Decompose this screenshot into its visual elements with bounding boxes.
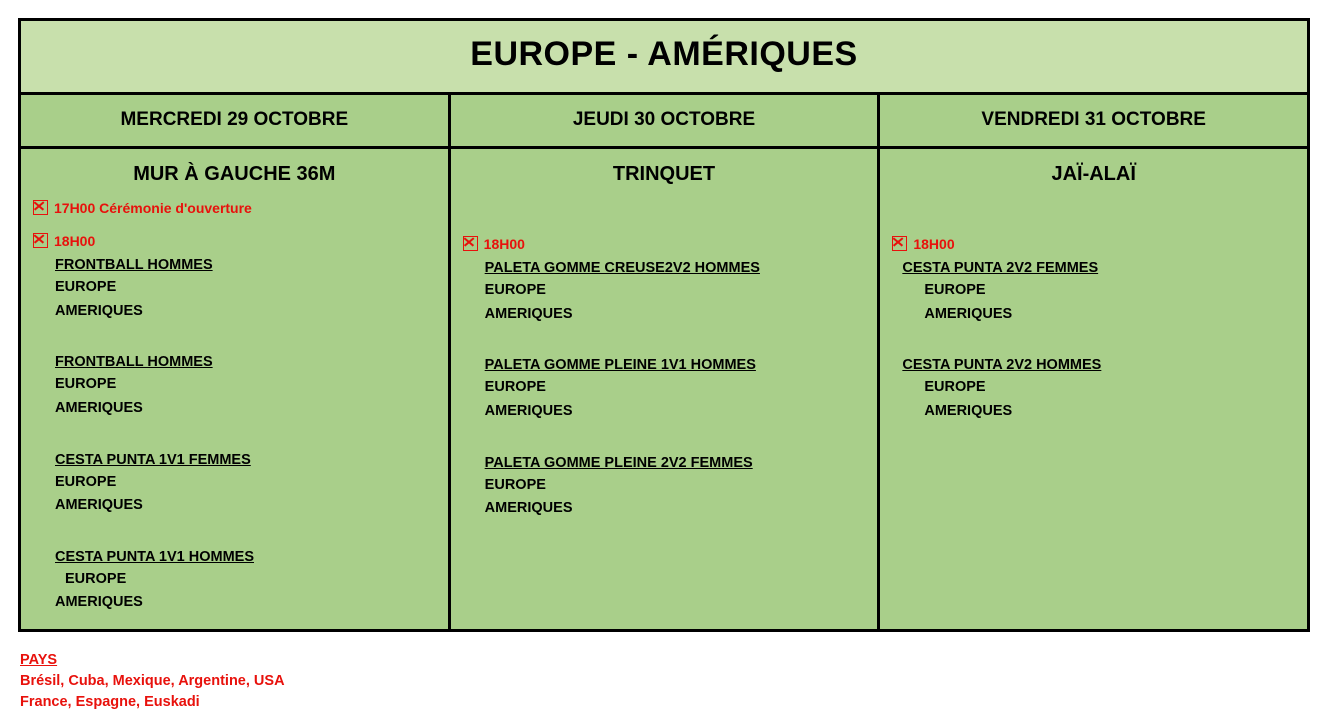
event-team: EUROPE [65,570,127,587]
day-column-wednesday [21,149,448,629]
opening-ceremony-text: 17H00 Cérémonie d'ouverture [54,199,252,216]
envelope-bullet-icon [463,236,478,251]
day-header-thursday: JEUDI 30 OCTOBRE [448,95,878,146]
list-item [463,259,866,326]
event-name: PALETA GOMME PLEINE 1V1 HOMMES [484,357,756,374]
event-team: AMERIQUES [55,497,143,514]
session-time-text: 18H00 [483,235,525,252]
footer-line-americas: Brésil, Cuba, Mexique, Argentine, USA [20,673,285,690]
day-header-row [21,95,1307,149]
event-team: EUROPE [55,279,117,295]
event-team: AMERIQUES [55,594,143,611]
day-column-friday [877,149,1307,629]
spacer [463,424,866,446]
footer-line-europe: France, Espagne, Euskadi [20,694,200,711]
event-team: EUROPE [484,476,546,493]
event-team: EUROPE [55,473,117,490]
session-time-line [463,236,866,251]
event-name: FRONTBALL HOMMES [55,354,213,371]
event-name: CESTA PUNTA 2V2 FEMMES [902,260,1099,276]
event-team: AMERIQUES [484,500,573,517]
event-team: AMERIQUES [484,402,573,419]
spacer [33,421,436,443]
session-time-line [33,233,436,248]
list-item [892,259,1295,326]
list-item [463,454,866,521]
envelope-bullet-icon [892,236,907,251]
list-item [33,548,436,615]
event-name: CESTA PUNTA 1V1 FEMMES [55,451,251,468]
schedule-table [18,18,1310,632]
spacer [33,323,436,345]
event-name: FRONTBALL HOMMES [55,257,213,273]
event-team: AMERIQUES [924,305,1013,322]
event-team: EUROPE [924,282,986,298]
title-row [21,21,1307,95]
list-item [463,356,866,423]
venue-title: JAÏ-ALAÏ [1051,163,1136,185]
list-item [33,353,436,420]
spacer [463,326,866,348]
event-team: AMERIQUES [924,402,1013,419]
event-team: EUROPE [924,379,986,396]
page-title: EUROPE - AMÉRIQUES [470,35,858,73]
event-team: EUROPE [484,379,546,396]
session-time-line [892,236,1295,251]
day-column-thursday [448,149,878,629]
event-team: AMERIQUES [484,305,573,322]
list-item [33,256,436,323]
event-team: AMERIQUES [55,399,143,416]
day-header-wednesday: MERCREDI 29 OCTOBRE [120,109,349,130]
spacer [892,326,1295,348]
event-team: EUROPE [484,282,546,298]
spacer [33,518,436,540]
list-item [892,356,1295,423]
envelope-bullet-icon [33,200,48,215]
venue-title: TRINQUET [612,163,716,185]
session-time-text: 18H00 [54,232,96,249]
opening-ceremony-line [33,200,436,215]
venue-title: MUR À GAUCHE 36M [133,163,336,185]
list-item [33,451,436,518]
envelope-bullet-icon [33,233,48,248]
columns-row [21,149,1307,629]
event-name: CESTA PUNTA 2V2 HOMMES [902,357,1102,374]
day-header-friday: VENDREDI 31 OCTOBRE [877,95,1307,146]
footer-label: PAYS [20,652,58,668]
session-time-text: 18H00 [913,235,955,252]
event-name: CESTA PUNTA 1V1 HOMMES [55,548,254,565]
footer-countries [20,650,285,713]
event-name: PALETA GOMME CREUSE2V2 HOMMES [484,260,760,276]
event-team: EUROPE [55,376,117,393]
event-team: AMERIQUES [55,302,143,319]
event-name: PALETA GOMME PLEINE 2V2 FEMMES [484,454,753,471]
